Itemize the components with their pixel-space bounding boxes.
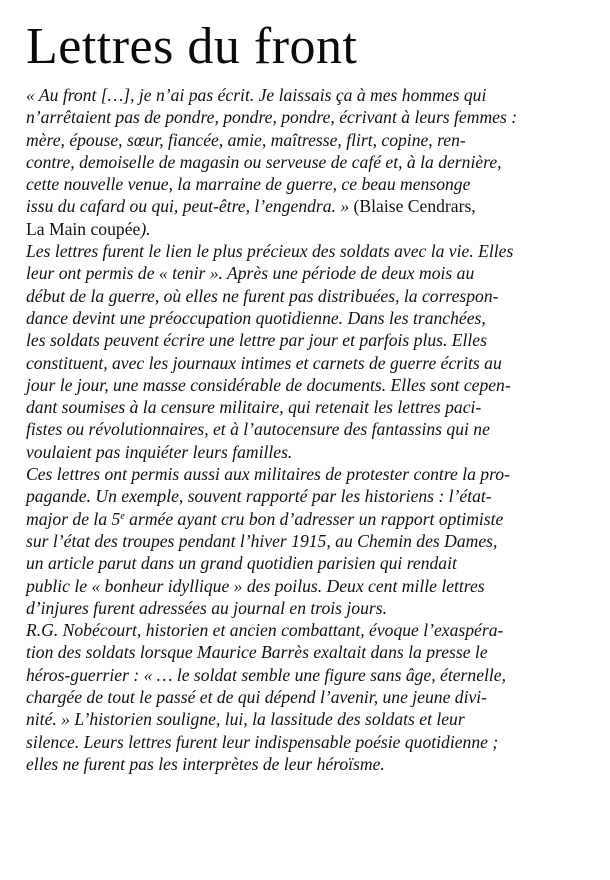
body-line	[26, 731, 592, 753]
article-body	[26, 84, 592, 775]
italic-text: pagande. Un exemple, souvent rapporté par les historiens : l’état-	[26, 486, 492, 507]
body-line	[26, 664, 592, 686]
italic-text: mère, épouse, sœur, fiancée, amie, maîtresse, flirt, copine, ren-	[26, 129, 466, 150]
body-line	[26, 352, 592, 374]
italic-text: début de la guerre, où elles ne furent pas distribuées, la correspon-	[26, 285, 499, 306]
body-line	[26, 418, 592, 440]
italic-text: public le « bonheur idyllique » des poilus. Deux cent mille lettres	[26, 575, 485, 596]
italic-text: un article parut dans un grand quotidien parisien qui rendait	[26, 553, 457, 574]
italic-text: contre, demoiselle de magasin ou serveuse de café et, à la dernière,	[26, 151, 502, 172]
body-line	[26, 195, 592, 217]
italic-text: issu du cafard ou qui, peut-être, l’engendra. »	[26, 196, 350, 217]
italic-text: major de la 5	[26, 508, 121, 529]
body-line	[26, 753, 592, 775]
italic-text: R.G. Nobécourt, historien et ancien combattant, évoque l’exaspéra-	[26, 620, 504, 641]
body-line	[26, 129, 592, 151]
body-line	[26, 285, 592, 307]
body-line	[26, 597, 592, 619]
italic-text: les soldats peuvent écrire une lettre par jour et parfois plus. Elles	[26, 330, 487, 351]
body-line	[26, 708, 592, 730]
body-line	[26, 575, 592, 597]
italic-text: dance devint une préoccupation quotidienne. Dans les tranchées,	[26, 307, 486, 328]
body-line	[26, 619, 592, 641]
italic-text: cette nouvelle venue, la marraine de guerre, ce beau mensonge	[26, 174, 471, 195]
body-line	[26, 530, 592, 552]
body-line	[26, 106, 592, 128]
italic-text: leur ont permis de « tenir ». Après une période de deux mois au	[26, 263, 475, 284]
italic-text: armée ayant cru bon d’adresser un rapport optimiste	[124, 508, 504, 529]
italic-text: constituent, avec les journaux intimes et carnets de guerre écrits au	[26, 352, 502, 373]
body-line	[26, 218, 592, 240]
body-line	[26, 686, 592, 708]
italic-text: Ces lettres ont permis aussi aux militaires de protester contre la pro-	[26, 464, 510, 485]
italic-text: ).	[140, 218, 151, 239]
italic-text: elles ne furent pas les interprètes de leur héroïsme.	[26, 753, 385, 774]
body-line	[26, 508, 592, 530]
italic-text: sur l’état des troupes pendant l’hiver 1915, au Chemin des Dames,	[26, 530, 498, 551]
body-line	[26, 84, 592, 106]
body-line	[26, 641, 592, 663]
body-line	[26, 329, 592, 351]
italic-text: n’arrêtaient pas de pondre, pondre, pondre, écrivant à leurs femmes :	[26, 107, 518, 128]
italic-text: « Au front […], je n’ai pas écrit. Je laissais ça à mes hommes qui	[26, 85, 487, 105]
italic-text: jour le jour, une masse considérable de documents. Elles sont cepen-	[26, 374, 511, 395]
italic-text: voulaient pas inquiéter leurs familles.	[26, 441, 293, 462]
italic-text: héros-guerrier : « … le soldat semble une figure sans âge, éternelle,	[26, 664, 506, 685]
body-line	[26, 396, 592, 418]
body-line	[26, 441, 592, 463]
body-line	[26, 262, 592, 284]
body-line	[26, 485, 592, 507]
upright-text: (Blaise Cendrars,	[349, 196, 476, 217]
body-line	[26, 374, 592, 396]
italic-text: tion des soldats lorsque Maurice Barrès exaltait dans la presse le	[26, 642, 488, 663]
body-line	[26, 463, 592, 485]
body-line	[26, 173, 592, 195]
italic-text: nité. » L’historien souligne, lui, la lassitude des soldats et leur	[26, 709, 465, 730]
body-line	[26, 240, 592, 262]
italic-text: silence. Leurs lettres furent leur indispensable poésie quotidienne ;	[26, 731, 499, 752]
italic-text: dant soumises à la censure militaire, qui retenait les lettres paci-	[26, 397, 482, 418]
page-title: Lettres du front	[26, 18, 358, 75]
italic-text: fistes ou révolutionnaires, et à l’autocensure des fantassins qui ne	[26, 419, 490, 440]
italic-text: d’injures furent adressées au journal en trois jours.	[26, 597, 387, 618]
upright-text: La Main coupée	[26, 218, 141, 239]
body-line	[26, 552, 592, 574]
body-line	[26, 307, 592, 329]
body-line	[26, 151, 592, 173]
italic-text: chargée de tout le passé et de qui dépend l’avenir, une jeune divi-	[26, 687, 488, 708]
superscript-text: e	[120, 510, 125, 522]
italic-text: Les lettres furent le lien le plus précieux des soldats avec la vie. Elles	[26, 241, 514, 262]
